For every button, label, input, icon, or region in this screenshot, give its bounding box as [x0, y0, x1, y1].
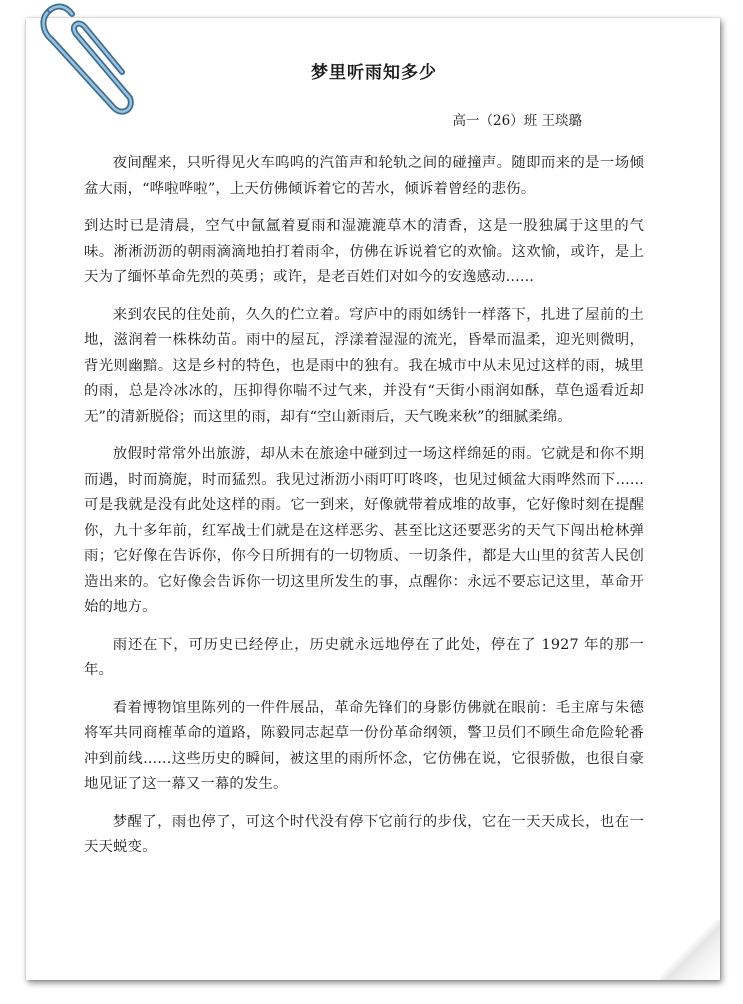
- paragraph-4: 放假时常常外出旅游，却从未在旅途中碰到过一场这样绵延的雨。它就是和你不期而遇，时而旖旎，时而猛烈。我见过淅沥小雨叮叮咚咚，也见过倾盆大雨哗然而下......可是我就是没有此处这样的雨。它一到来，好像就带着成堆的故事，它好像时刻在提醒你，九十多年前，红军战士们就是在这样恶劣、甚至比这还要恶劣的天气下闯出枪林弹雨；它好像在告诉你，你今日所拥有的一切物质、一切条件，都是大山里的贫苦人民创造出来的。它好像会告诉你一切这里所发生的事，点醒你：永远不要忘记这里，革命开始的地方。: [84, 446, 644, 615]
- paragraph-7: 梦醒了，雨也停了，可这个时代没有停下它前行的步伐，它在一天天成长，也在一天天蜕变。: [84, 813, 644, 855]
- paragraph-3: 来到农民的住处前，久久的伫立着。穹庐中的雨如绣针一样落下，扎进了屋前的土地，滋润着一株株幼苗。雨中的屋瓦，浮漾着湿湿的流光，昏晕而温柔，迎光则微明，背光则幽黯。这是乡村的特色，也是雨中的独有。我在城市中从未见过这样的雨，城里的雨，总是冷冰冰的，压抑得你喘不过气来，并没有“天街小雨润如酥，草色遥看近却无”的清新脱俗；而这里的雨，却有“空山新雨后，天气晚来秋”的细腻柔绵。: [84, 306, 644, 425]
- document-author: 高一（26）班 王琰璐: [452, 113, 582, 129]
- paragraph-5: 雨还在下，可历史已经停止，历史就永远地停在了此处，停在了 1927 年的那一年。: [84, 636, 644, 678]
- paragraph-1: 夜间醒来，只听得见火车呜呜的汽笛声和轮轨之间的碰撞声。随即而来的是一场倾盆大雨，“哗啦哗啦”，上天仿佛倾诉着它的苦水，倾诉着曾经的悲伤。: [84, 155, 644, 197]
- paragraph-2: 到达时已是清晨，空气中氤氲着夏雨和湿漉漉草木的清香，这是一股独属于这里的气味。淅淅沥沥的朝雨滴滴地拍打着雨伞，仿佛在诉说着它的欢愉。这欢愉，或许，是上天为了缅怀革命先烈的英勇；或许，是老百姓们对如今的安逸感动......: [84, 218, 644, 285]
- paragraph-6: 看着博物馆里陈列的一件件展品，革命先锋们的身影仿佛就在眼前：毛主席与朱德将军共同商榷革命的道路，陈毅同志起草一份份革命纲领，警卫员们不顾生命危险轮番冲到前线......这些历史的瞬间，被这里的雨所怀念，它仿佛在说，它很骄傲，也很自豪地见证了这一幕又一幕的发生。: [84, 699, 644, 792]
- document-title: 梦里听雨知多少: [311, 63, 437, 83]
- page-curl: [660, 920, 720, 980]
- document-body: [84, 58, 644, 873]
